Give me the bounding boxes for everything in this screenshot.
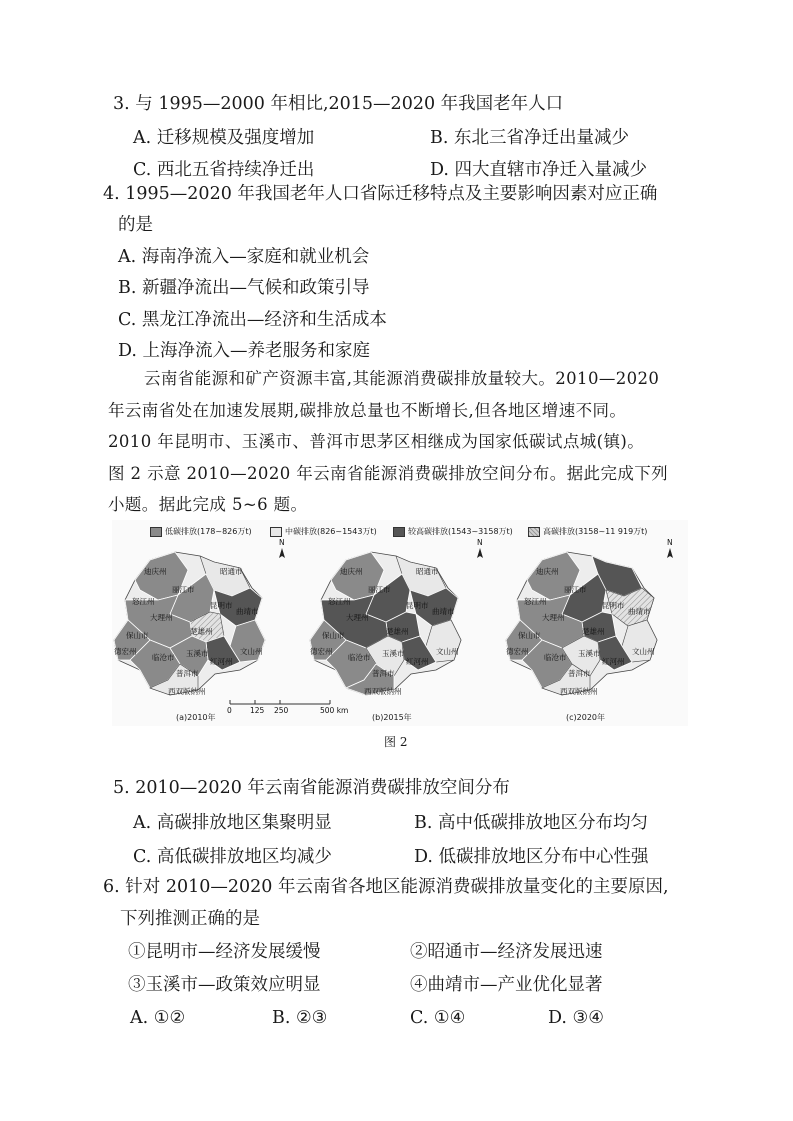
map-c-label: 怒江州	[524, 597, 547, 606]
q6-option-d: D. ③④	[548, 1008, 604, 1028]
map-a-label: 丽江市	[172, 585, 195, 594]
passage-line: 小题。据此完成 5~6 题。	[108, 495, 308, 514]
map-b-label: 普洱市	[372, 669, 395, 678]
scale-bar	[230, 700, 330, 704]
map-a-label: 昭通市	[220, 567, 243, 576]
map-a-label: 玉溪市	[186, 649, 209, 658]
q4-stem: 4. 1995—2020 年我国老年人口省际迁移特点及主要影响因素对应正确	[103, 184, 658, 204]
legend-mid-label: 中碳排放(826~1543万t)	[285, 527, 377, 536]
map-c-label: 临沧市	[544, 653, 567, 662]
map-a-label: 红河州	[210, 657, 233, 666]
map-c-label: 保山市	[518, 631, 541, 640]
map-b-label: 昭通市	[416, 567, 439, 576]
map-b-label: 丽江市	[368, 585, 391, 594]
map-c-label: 红河州	[602, 657, 625, 666]
map-a-label: 楚雄州	[190, 627, 213, 636]
q5-option-a: A. 高碳排放地区集聚明显	[133, 813, 332, 833]
map-b-label: 德宏州	[310, 647, 333, 656]
map-a-label: 迪庆州	[144, 567, 167, 576]
q4-option-b: B. 新疆净流出—气候和政策引导	[118, 278, 370, 298]
legend-high-label: 较高碳排放(1543~3158万t)	[408, 527, 513, 536]
map-c-label: 丽江市	[564, 585, 587, 594]
q6-stem-cont: 下列推测正确的是	[120, 909, 260, 929]
q4-stem-cont: 的是	[118, 215, 153, 235]
q4-option-d: D. 上海净流入—养老服务和家庭	[118, 341, 371, 361]
scale-250: 250	[274, 706, 289, 715]
map-b-label: 怒江州	[328, 597, 351, 606]
map-b-label: 红河州	[406, 657, 429, 666]
map-c-label: 普洱市	[568, 669, 591, 678]
legend-low-label: 低碳排放(178~826万t)	[165, 527, 252, 536]
q6-option-b: B. ②③	[272, 1008, 328, 1028]
caption-2010: (a)2010年	[176, 713, 216, 722]
q4-option-c: C. 黑龙江净流出—经济和生活成本	[118, 310, 387, 330]
caption-2015: (b)2015年	[372, 713, 412, 722]
map-a-label: 文山州	[240, 647, 263, 656]
map-c-label: 昆明市	[602, 601, 625, 610]
passage-line: 年云南省处在加速发展期,碳排放总量也不断增长,但各地区增速不同。	[108, 400, 627, 420]
q3-option-c: C. 西北五省持续净迁出	[133, 160, 315, 180]
map-a-label: 大理州	[150, 613, 173, 622]
north-arrow-a	[279, 548, 285, 558]
map-b-label: 迪庆州	[340, 567, 363, 576]
scale-0: 0	[227, 706, 232, 715]
q6-item-3: ③玉溪市—政策效应明显	[128, 975, 321, 995]
q6-item-2: ②昭通市—经济发展迅速	[410, 942, 603, 962]
map-b-label: 保山市	[322, 631, 345, 640]
q5-stem: 5. 2010—2020 年云南省能源消费碳排放空间分布	[113, 778, 510, 798]
map-a-label: 保山市	[126, 631, 149, 640]
q6-option-a: A. ①②	[130, 1008, 186, 1028]
north-arrow-b	[477, 548, 483, 558]
q3-option-b: B. 东北三省净迁出量减少	[430, 128, 629, 148]
q4-option-a: A. 海南净流入—家庭和就业机会	[118, 247, 370, 267]
scale-125: 125	[250, 706, 265, 715]
q3-option-d: D. 四大直辖市净迁入量减少	[430, 160, 648, 180]
map-c-label: 玉溪市	[578, 649, 601, 658]
q6-option-c: C. ①④	[410, 1008, 466, 1028]
q5-option-d: D. 低碳排放地区分布中心性强	[414, 847, 649, 867]
passage-line: 云南省能源和矿产资源丰富,其能源消费碳排放量较大。2010—2020	[144, 369, 660, 388]
map-c-label: 德宏州	[506, 647, 529, 656]
map-b-label: 曲靖市	[432, 607, 455, 616]
map-c-label: 楚雄州	[582, 627, 605, 636]
legend-top-label: 高碳排放(3158~11 919万t)	[543, 527, 648, 536]
north-label-a: N	[279, 538, 285, 547]
north-label-b: N	[477, 538, 483, 547]
map-b-label: 玉溪市	[382, 649, 405, 658]
caption-2020: (c)2020年	[566, 713, 605, 722]
scale-500: 500 km	[320, 706, 349, 715]
map-b-label: 西双版纳州	[364, 687, 402, 696]
map-a-label: 临沧市	[152, 653, 175, 662]
map-b-label: 文山州	[436, 647, 459, 656]
passage-line: 图 2 示意 2010—2020 年云南省能源消费碳排放空间分布。据此完成下列	[108, 463, 669, 483]
map-c-label: 西双版纳州	[560, 687, 598, 696]
map-b-label: 楚雄州	[386, 627, 409, 636]
q3-stem: 3. 与 1995—2000 年相比,2015—2020 年我国老年人口	[113, 94, 564, 114]
map-a-label: 曲靖市	[236, 607, 259, 616]
q5-option-b: B. 高中低碳排放地区分布均匀	[414, 813, 648, 833]
q6-item-4: ④曲靖市—产业优化显著	[410, 975, 603, 995]
map-b-label: 昆明市	[406, 601, 429, 610]
q6-stem: 6. 针对 2010—2020 年云南省各地区能源消费碳排放量变化的主要原因,	[103, 877, 669, 897]
map-c-label: 曲靖市	[628, 607, 651, 616]
map-b-label: 临沧市	[348, 653, 371, 662]
map-a-label: 德宏州	[114, 647, 137, 656]
q3-option-a: A. 迁移规模及强度增加	[133, 128, 315, 148]
q5-option-c: C. 高低碳排放地区均减少	[133, 847, 332, 867]
map-a-label: 普洱市	[176, 669, 199, 678]
map-a-label: 怒江州	[132, 597, 155, 606]
map-c-label: 文山州	[632, 647, 655, 656]
q6-item-1: ①昆明市—经济发展缓慢	[128, 942, 321, 962]
map-c-label: 大理州	[542, 613, 565, 622]
map-c-label: 迪庆州	[536, 567, 559, 576]
map-b-label: 大理州	[346, 613, 369, 622]
map-a-label: 昆明市	[210, 601, 233, 610]
passage-line: 2010 年昆明市、玉溪市、普洱市思茅区相继成为国家低碳试点城(镇)。	[108, 432, 645, 451]
north-arrow-c	[667, 548, 673, 558]
north-label-c: N	[667, 538, 673, 547]
figure-title: 图 2	[384, 735, 408, 749]
map-a-label: 西双版纳州	[168, 687, 206, 696]
